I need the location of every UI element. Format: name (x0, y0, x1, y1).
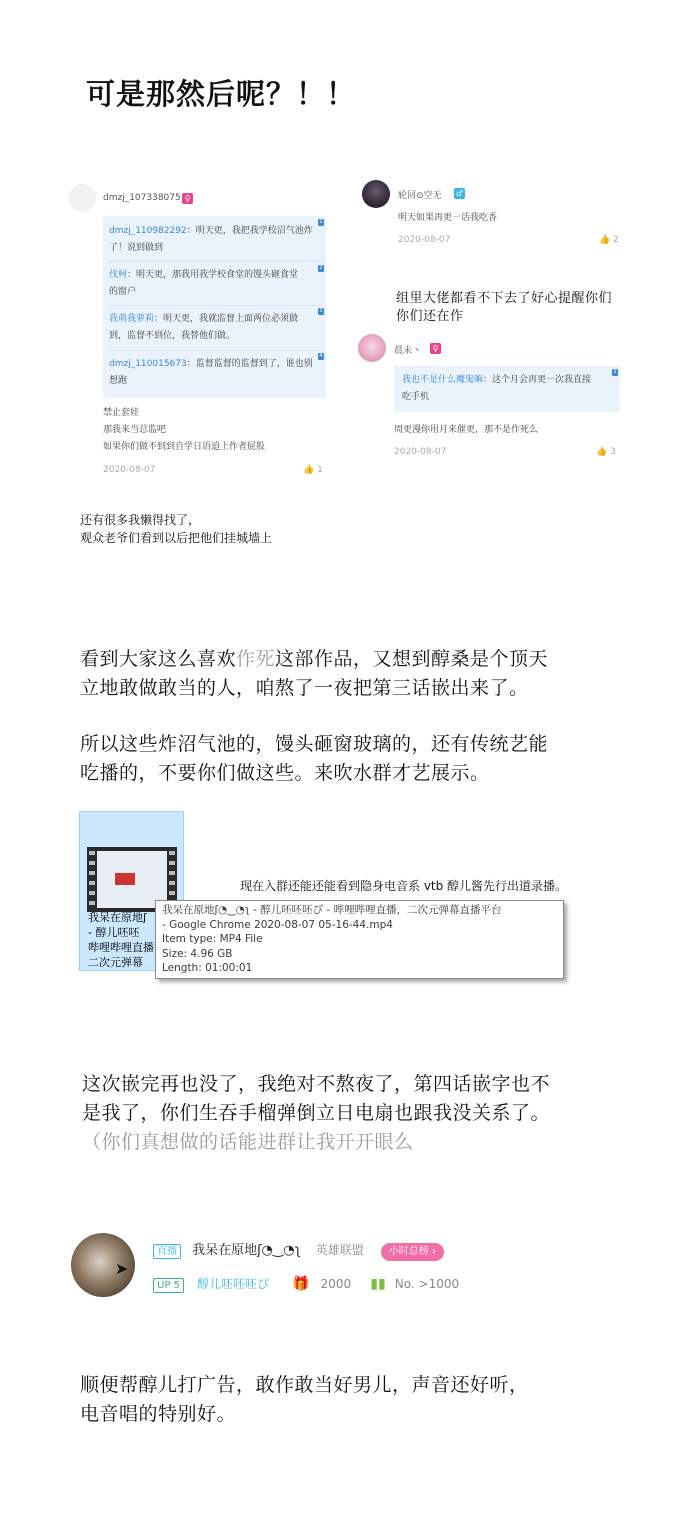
reply-author: dmzj_110015673 (109, 359, 187, 369)
male-icon: ♂ (455, 189, 464, 198)
like-count: 1 (317, 465, 323, 475)
highlight-title: 作死 (236, 648, 276, 670)
reply-item[interactable]: 我也不是什么魔鬼嘛：这个月会再更一次我直接 吃手机 (402, 375, 592, 402)
note-line: 观众老爷们看到以后把他们挂城墙上 (80, 531, 273, 545)
thumbs-up-icon: 👍 (303, 465, 315, 475)
chevron-right-icon: › (432, 1246, 436, 1257)
divider (107, 350, 322, 351)
comment-body-line: 那我来当总监吧 (103, 425, 167, 435)
comment-date: 2020-08-07 (398, 235, 451, 245)
paragraph-line: 看到大家这么喜欢作死这部作品，又想到醇桑是个顶天 (80, 648, 549, 670)
handwritten-note-line: 组里大佬都看不下去了好心提醒你们 (396, 291, 613, 306)
comment-text: 周更漫你用月来催更，那不是作死么 (394, 425, 539, 435)
reply-item[interactable]: dmzj_110982292：明天更，我把我学校沼气池炸 了！说到做到 (109, 226, 313, 253)
file-name: 我呆在原地ʃ - 醇儿呸呸 哔哩哔哩直播 二次元弹幕 (88, 911, 154, 969)
hour-rank-button[interactable]: 小时总榜 › (381, 1243, 444, 1261)
streamer-avatar[interactable] (71, 1233, 135, 1297)
tooltip-line: Length: 01:00:01 (162, 962, 253, 974)
tooltip-line: Size: 4.96 GB (162, 947, 233, 960)
page-heading: 可是那然后呢？！！ (86, 77, 357, 111)
reply-list (103, 216, 326, 398)
bar-chart-icon: ▮▮ (370, 1276, 386, 1292)
stream-category[interactable]: 英雄联盟 (315, 1243, 364, 1257)
thumbs-up-icon: 👍 (596, 447, 608, 457)
floor-badge: 2 (319, 265, 323, 271)
tooltip-line: Item type: MP4 File (162, 933, 263, 945)
comment-date: 2020-08-07 (394, 447, 447, 457)
comment-body-line: 禁止套娃 (103, 408, 140, 418)
tooltip-line: - Google Chrome 2020-08-07 05-16-44.mp4 (162, 918, 393, 931)
like-count: 2 (613, 235, 619, 245)
note-line: 还有很多我懒得找了， (80, 513, 201, 527)
streamer-info-row (153, 1273, 459, 1293)
reply-author: 我萌我萝莉 (109, 314, 155, 324)
reply-item[interactable]: dmzj_110015673：监督监督的监督到了，谁也别 想跑 (109, 359, 313, 386)
paragraph-line: 电音唱的特别好。 (80, 1403, 237, 1425)
reply-item[interactable]: 伐柯：明天更，那我用我学校食堂的馒头砸食堂 的窗户 (109, 270, 299, 297)
comment-text: 明天如果再更一话我吃香 (398, 213, 498, 223)
divider (107, 261, 322, 262)
reply-item[interactable]: 我萌我萝莉：明天更，我就监督上面两位必须做 到，监督不到位，我替他们做。 (109, 314, 299, 341)
user-avatar[interactable] (68, 184, 96, 212)
female-icon: ♀ (430, 343, 441, 354)
file-tooltip (155, 900, 564, 979)
handwritten-note-line: 你们还在作 (396, 309, 464, 324)
comment-username[interactable]: dmzj_107338075 (103, 193, 181, 203)
reply-author: 我也不是什么魔鬼嘛 (402, 375, 484, 385)
like-button[interactable] (599, 235, 619, 245)
tooltip-line: 我呆在原地ʃ◔‿◔ʅ - 醇儿呸呸呸ぴ - 哔哩哔哩直播，二次元弹幕直播平台 (162, 904, 502, 916)
comment-card-left (66, 178, 340, 486)
reply-author: 伐柯 (109, 270, 128, 280)
comment-username[interactable]: 轮回⊙空无 (398, 191, 442, 201)
comment-date: 2020-08-07 (103, 465, 156, 475)
cursor-icon: ➤ (115, 1259, 129, 1278)
paragraph-line: 这次嵌完再也没了，我绝对不熬夜了，第四话嵌字也不 (82, 1073, 551, 1095)
floor-badge: 3 (319, 308, 323, 314)
recording-note: 现在入群还能还能看到隐身电音系 vtb 醇儿酱先行出道录播。 (240, 879, 568, 893)
floor-badge: 1 (319, 219, 323, 225)
comment-card-right (354, 170, 634, 470)
reply-author: dmzj_110982292 (109, 226, 187, 236)
gift-count: 2000 (320, 1277, 352, 1291)
gift-icon: 🎁 (292, 1276, 310, 1292)
female-icon: ♀ (182, 193, 193, 204)
paragraph-line: 立地敢做敢当的人，咱熬了一夜把第三话嵌出来了。 (80, 677, 529, 699)
streamer-name[interactable]: 醇儿呸呸呸ぴ (196, 1277, 269, 1291)
divider (107, 305, 322, 306)
up-level-badge: UP 5 (153, 1278, 184, 1293)
comment-username[interactable]: 晨未丶 (394, 346, 422, 356)
like-button[interactable] (596, 447, 616, 457)
like-count: 3 (610, 447, 616, 457)
paragraph-line: 所以这些炸沼气池的，馒头砸窗玻璃的，还有传统艺能 (80, 733, 549, 755)
paragraph-line: （你们真想做的话能进群让我开开眼么 (82, 1131, 414, 1153)
user-avatar[interactable] (362, 180, 390, 208)
floor-badge: 4 (319, 353, 323, 359)
floor-badge: 1 (613, 369, 617, 375)
paragraph-line: 是我了，你们生吞手榴弹倒立日电扇也跟我没关系了。 (82, 1102, 551, 1124)
room-title[interactable]: 我呆在原地ʃ◔‿◔ʅ (192, 1243, 301, 1258)
paragraph-line: 顺便帮醇儿打广告，敢作敢当好男儿，声音还好听， (80, 1374, 529, 1396)
comment-body-line: 如果你们做不到到自学日语追上作者屁股 (103, 442, 266, 452)
user-avatar[interactable] (358, 334, 386, 362)
thumbs-up-icon: 👍 (599, 235, 611, 245)
live-tag: 直播 (153, 1244, 181, 1259)
paragraph-line: 吃播的，不要你们做这些。来吹水群才艺展示。 (80, 762, 490, 784)
rank-number: No. >1000 (394, 1277, 460, 1291)
reply-list (394, 366, 620, 412)
like-button[interactable] (303, 465, 323, 475)
stream-title-row (153, 1239, 444, 1261)
